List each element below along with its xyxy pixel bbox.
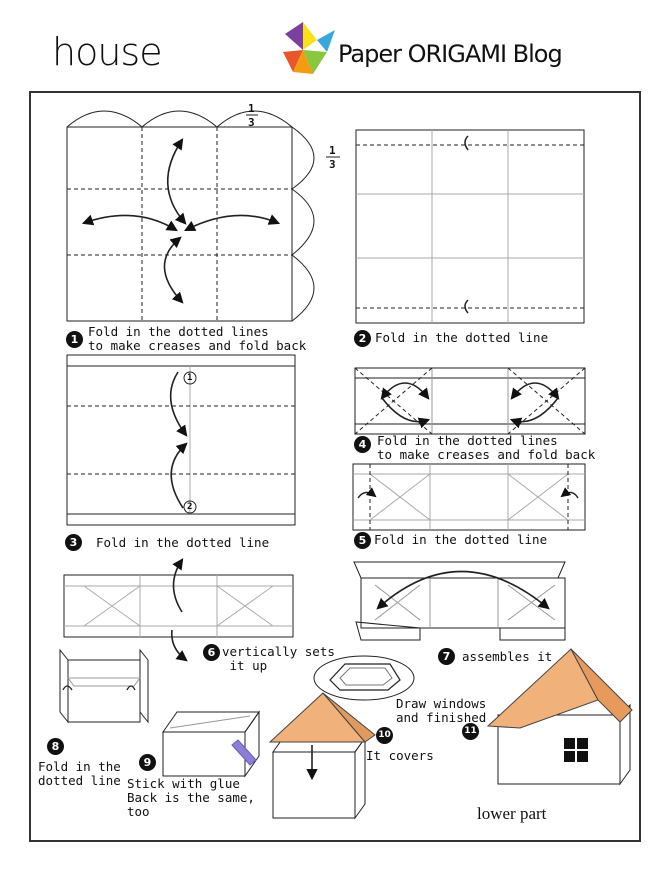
step-1-number: 1: [66, 331, 83, 348]
step-8-text: Fold in the dotted line: [38, 759, 121, 788]
step-11-house: [488, 649, 632, 784]
step-6-number: 6: [203, 644, 220, 661]
step-3-text: Fold in the dotted line: [96, 535, 270, 550]
step-2-number: 2: [354, 330, 371, 347]
step-11-number: 11: [462, 723, 479, 740]
caption-lower-part: lower part: [477, 804, 547, 823]
page-title: house: [52, 30, 162, 74]
step-10-text: It covers: [366, 748, 434, 763]
step-9-box: [163, 712, 259, 776]
step-9-text: Stick with glue Back is the same, too: [127, 777, 255, 819]
step-4-text: Fold in the dotted lines to make creases and fold back: [377, 433, 596, 462]
step-3-sheet: [67, 355, 295, 525]
circle-mark-1: 1: [187, 373, 193, 383]
step-2-sheet: [356, 130, 584, 323]
step-5-number: 5: [354, 532, 371, 549]
step-9-number: 9: [139, 754, 156, 771]
step-7-assembly: [354, 562, 565, 640]
brand-name: Paper ORIGAMI Blog: [338, 40, 562, 68]
step-3-number: 3: [65, 534, 82, 551]
fraction-top-numerator: 1: [248, 102, 255, 115]
step-5-text: Fold in the dotted line: [374, 532, 548, 547]
step-10-number: 10: [376, 727, 393, 744]
step-1-sheet: [67, 111, 340, 321]
step-4-number: 4: [354, 436, 371, 453]
step-2-text: Fold in the dotted line: [375, 330, 549, 345]
step-7-number: 7: [438, 648, 455, 665]
step-5-strip: [353, 464, 585, 530]
circle-mark-2: 2: [187, 502, 193, 512]
step-8-box: [60, 650, 148, 722]
fraction-side-denominator: 3: [329, 158, 336, 171]
step-6-text: vertically sets it up: [222, 644, 335, 673]
fraction-top-denominator: 3: [248, 116, 255, 129]
fraction-side-numerator: 1: [329, 144, 336, 157]
step-1-text: Fold in the dotted lines to make creases and fold back: [88, 324, 307, 353]
step-7-text: assembles it: [462, 649, 553, 664]
step-4-strip: [355, 368, 585, 434]
step-11-text: Draw windows and finished: [396, 696, 487, 725]
step-8-number: 8: [47, 738, 64, 755]
